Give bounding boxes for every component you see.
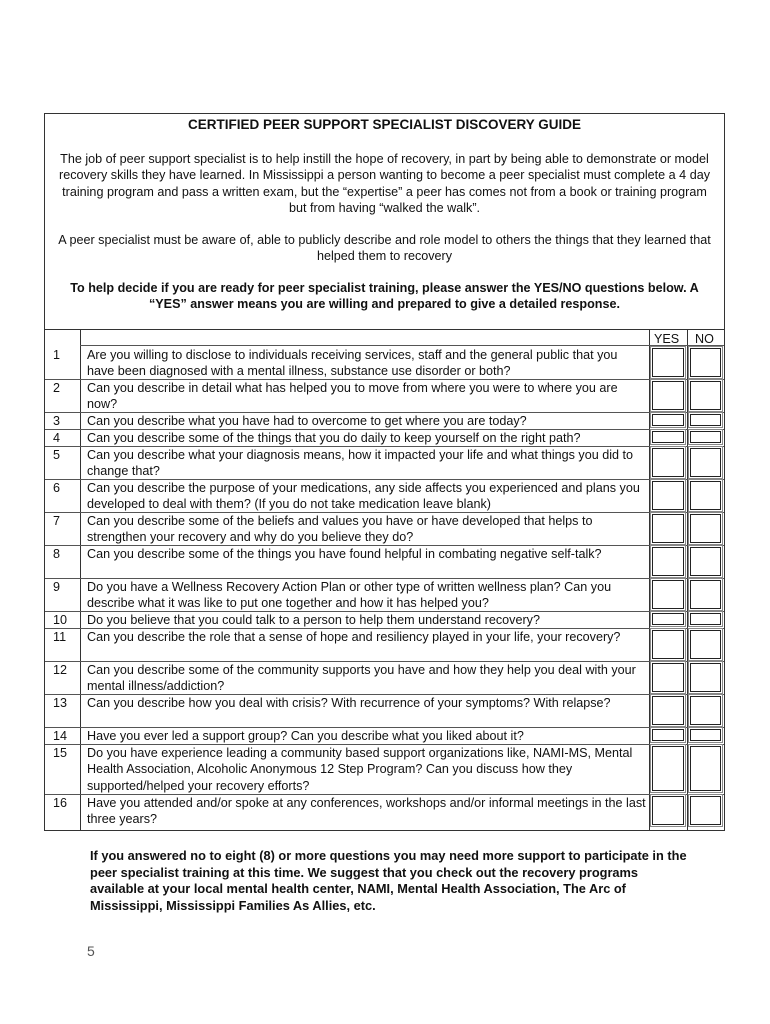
yes-checkbox[interactable]: [652, 696, 684, 725]
page-title: CERTIFIED PEER SUPPORT SPECIALIST DISCOVERY GUIDE: [187, 117, 582, 132]
yes-checkbox[interactable]: [652, 580, 684, 609]
yes-checkbox[interactable]: [652, 729, 684, 741]
yes-checkbox[interactable]: [652, 630, 684, 659]
no-checkbox[interactable]: [690, 547, 721, 576]
question-number: 16: [53, 796, 68, 810]
yes-column-header: YES: [654, 332, 680, 346]
question-number: 13: [53, 696, 68, 710]
no-checkbox[interactable]: [690, 696, 721, 725]
question-text: Are you willing to disclose to individuals receiving services, staff and the general public that you have been diagnosed with a mental illness, substance use disorder or both?: [87, 348, 618, 379]
question-number: 15: [53, 746, 68, 760]
intro-paragraph-1: The job of peer support specialist is to help instill the hope of recovery, in part by being able to demonstrate or model recovery skills they have learned. In Mississippi a person wanting to become a peer specialist must complete a 4 day training program and pass a written exam, but the “expertise” a peer has comes not from a book or training program but from having “walked the walk”.: [59, 152, 710, 216]
yes-checkbox[interactable]: [652, 431, 684, 443]
no-checkbox[interactable]: [690, 729, 721, 741]
question-text: Can you describe some of the community supports you have and how they help you deal with your mental illness/addiction?: [87, 663, 636, 694]
no-checkbox[interactable]: [690, 746, 721, 791]
questions-table: [45, 329, 724, 831]
question-number: 4: [53, 431, 61, 445]
no-checkbox[interactable]: [690, 663, 721, 692]
question-text: Can you describe in detail what has helped you to move from where you were to where you are now?: [87, 381, 618, 412]
footer-note: If you answered no to eight (8) or more questions you may need more support to participate in the peer specialist training at this time. We suggest that you check out the recovery programs available at your local mental health center, NAMI, Mental Health Association, The Arc of Mississippi, Mississippi Families As Allies, etc.: [90, 848, 687, 913]
question-text: Can you describe some of the things that you do daily to keep yourself on the right path?: [87, 431, 581, 445]
yes-checkbox[interactable]: [652, 514, 684, 543]
question-number: 2: [53, 381, 61, 395]
no-checkbox[interactable]: [690, 448, 721, 477]
question-text: Can you describe some of the things you have found helpful in combating negative self-talk?: [87, 547, 602, 561]
yes-checkbox[interactable]: [652, 746, 684, 791]
question-text: Can you describe the purpose of your medications, any side affects you experienced and plans you developed to deal with them? (If you do not take medication leave blank): [87, 481, 640, 512]
yes-checkbox[interactable]: [652, 448, 684, 477]
page-number: 5: [87, 943, 95, 959]
yes-checkbox[interactable]: [652, 481, 684, 510]
intro-paragraph-2: A peer specialist must be aware of, able to publicly describe and role model to others the things that they learned that helped them to recovery: [58, 233, 711, 264]
question-text: Do you believe that you could talk to a person to help them understand recovery?: [87, 613, 540, 627]
question-number: 6: [53, 481, 61, 495]
question-text: Can you describe how you deal with crisis? With recurrence of your symptoms? With relapse?: [87, 696, 611, 710]
no-column-header: NO: [695, 332, 714, 346]
question-number: 3: [53, 414, 61, 428]
question-number: 8: [53, 547, 61, 561]
question-number: 14: [53, 729, 68, 743]
yes-checkbox[interactable]: [652, 348, 684, 377]
yes-checkbox[interactable]: [652, 796, 684, 825]
no-checkbox[interactable]: [690, 348, 721, 377]
question-number: 9: [53, 580, 61, 594]
no-checkbox[interactable]: [690, 381, 721, 410]
no-checkbox[interactable]: [690, 414, 721, 426]
no-checkbox[interactable]: [690, 630, 721, 659]
yes-column-divider: [649, 330, 650, 831]
no-column-divider: [687, 330, 688, 831]
question-text: Can you describe what you have had to overcome to get where you are today?: [87, 414, 527, 428]
question-text: Have you ever led a support group? Can you describe what you liked about it?: [87, 729, 524, 743]
question-number: 1: [53, 348, 61, 362]
discovery-guide-box: [44, 113, 725, 831]
instructions-paragraph: To help decide if you are ready for peer specialist training, please answer the YES/NO questions below. A “YES” answer means you are willing and prepared to give a detailed response.: [70, 281, 699, 312]
question-number: 10: [53, 613, 68, 627]
yes-checkbox[interactable]: [652, 663, 684, 692]
question-text: Do you have experience leading a community based support organizations like, NAMI-MS, Mental Health Association, Alcoholic Anonymous 12 Step Program? Can you discuss how they supported/helped your recovery efforts?: [87, 746, 633, 793]
no-checkbox[interactable]: [690, 796, 721, 825]
question-text: Can you describe what your diagnosis means, how it impacted your life and what things you did to change that?: [87, 448, 634, 479]
question-number: 7: [53, 514, 61, 528]
no-checkbox[interactable]: [690, 431, 721, 443]
question-number: 5: [53, 448, 61, 462]
question-number: 11: [53, 630, 67, 644]
no-checkbox[interactable]: [690, 580, 721, 609]
no-checkbox[interactable]: [690, 481, 721, 510]
yes-checkbox[interactable]: [652, 381, 684, 410]
yes-checkbox[interactable]: [652, 414, 684, 426]
question-number: 12: [53, 663, 68, 677]
yes-checkbox[interactable]: [652, 613, 684, 625]
no-checkbox[interactable]: [690, 613, 721, 625]
yes-checkbox[interactable]: [652, 547, 684, 576]
question-text: Can you describe some of the beliefs and values you have or have developed that helps to strengthen your recovery and why do you believe they do?: [87, 514, 593, 545]
question-text: Can you describe the role that a sense of hope and resiliency played in your life, your recovery?: [87, 630, 621, 644]
header-divider: [80, 345, 724, 346]
number-column-divider: [80, 330, 81, 831]
question-text: Have you attended and/or spoke at any conferences, workshops and/or informal meetings in the last three years?: [87, 796, 646, 827]
question-text: Do you have a Wellness Recovery Action Plan or other type of written wellness plan? Can you describe what it was like to put one together and how it has helped you?: [87, 580, 612, 611]
no-checkbox[interactable]: [690, 514, 721, 543]
